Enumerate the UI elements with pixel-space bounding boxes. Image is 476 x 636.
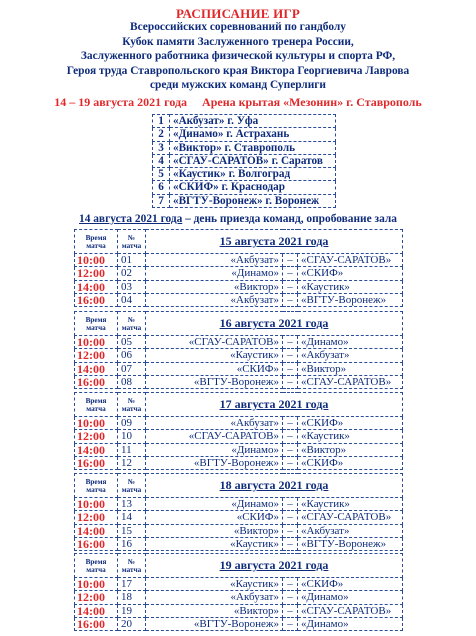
home-team: «Акбузат»	[146, 591, 283, 604]
team-row	[153, 115, 336, 128]
match-number: 19	[118, 604, 146, 617]
away-team: «СКИФ»	[298, 417, 403, 430]
event-period: 14 – 19 августа 2021 года	[54, 95, 188, 109]
home-team: «СГАУ-САРАТОВ»	[146, 336, 283, 349]
day-header-row	[75, 474, 403, 498]
arrival-date: 14 августа 2021 года	[79, 213, 183, 225]
home-team: «Виктор»	[146, 280, 283, 293]
match-dash: –	[283, 417, 298, 430]
away-team: «СГАУ-САРАТОВ»	[298, 254, 403, 267]
number-column-header	[118, 312, 146, 336]
match-row	[75, 293, 403, 306]
match-number: 16	[118, 537, 146, 550]
home-team: «СКИФ»	[146, 362, 283, 375]
match-time: 14:00	[75, 604, 118, 617]
match-row	[75, 349, 403, 362]
number-header-line: матча	[121, 565, 142, 574]
match-row	[75, 591, 403, 604]
match-row	[75, 417, 403, 430]
match-number: 15	[118, 524, 146, 537]
away-team: «Динамо»	[298, 591, 403, 604]
match-number: 10	[118, 430, 146, 443]
match-dash: –	[283, 375, 298, 388]
away-team: «Акбузат»	[298, 349, 403, 362]
match-number: 02	[118, 267, 146, 280]
time-header-line: Время	[85, 477, 107, 486]
match-number: 06	[118, 349, 146, 362]
team-number: 4	[153, 154, 170, 167]
match-number: 11	[118, 443, 146, 456]
team-name: «ВГТУ-Воронеж» г. Воронеж	[170, 194, 336, 207]
time-header-line: матча	[86, 485, 106, 494]
match-dash: –	[283, 349, 298, 362]
match-row	[75, 375, 403, 388]
number-header-line: матча	[121, 485, 142, 494]
dates-venue-line	[0, 95, 476, 110]
time-header-line: Время	[85, 233, 107, 242]
team-row	[153, 141, 336, 154]
heading-line: Героя труда Ставропольского края Виктора Георгиевича Лаврова	[66, 64, 410, 77]
team-row	[153, 128, 336, 141]
away-team: «Акбузат»	[298, 524, 403, 537]
match-number: 13	[118, 498, 146, 511]
day-date: 17 августа 2021 года	[146, 393, 403, 417]
day-date: 18 августа 2021 года	[146, 474, 403, 498]
team-row	[153, 154, 336, 167]
heading-line: Всероссийских соревнований по гандболу	[130, 21, 346, 33]
home-team: «Каустик»	[146, 537, 283, 550]
match-dash: –	[283, 617, 298, 630]
away-team: «СКИФ»	[298, 456, 403, 469]
home-team: «Динамо»	[146, 443, 283, 456]
match-row	[75, 362, 403, 375]
day-date: 16 августа 2021 года	[146, 312, 403, 336]
match-row	[75, 524, 403, 537]
home-team: «ВГТУ-Воронеж»	[146, 617, 283, 630]
day-schedule-table	[74, 229, 403, 307]
match-time: 16:00	[75, 293, 118, 306]
number-header-line: матча	[121, 404, 142, 413]
time-header-line: Время	[85, 315, 107, 324]
home-team: «Динамо»	[146, 267, 283, 280]
match-dash: –	[283, 430, 298, 443]
number-header-line: №	[127, 233, 136, 242]
match-time: 16:00	[75, 537, 118, 550]
away-team: «Каустик»	[298, 280, 403, 293]
match-number: 07	[118, 362, 146, 375]
team-number: 5	[153, 168, 170, 181]
arrival-line	[0, 213, 476, 225]
team-name: «СГАУ-САРАТОВ» г. Саратов	[170, 154, 336, 167]
match-dash: –	[283, 591, 298, 604]
match-dash: –	[283, 362, 298, 375]
number-header-line: №	[127, 315, 136, 324]
match-dash: –	[283, 267, 298, 280]
time-header-line: матча	[86, 323, 106, 332]
match-time: 12:00	[75, 591, 118, 604]
match-number: 05	[118, 336, 146, 349]
match-time: 12:00	[75, 511, 118, 524]
away-team: «СГАУ-САРАТОВ»	[298, 375, 403, 388]
match-row	[75, 498, 403, 511]
team-name: «Акбузат» г. Уфа	[170, 115, 336, 128]
team-name: «Виктор» г. Ставрополь	[170, 141, 336, 154]
match-number: 20	[118, 617, 146, 630]
match-time: 12:00	[75, 267, 118, 280]
match-number: 12	[118, 456, 146, 469]
day-header-row	[75, 554, 403, 578]
number-header-line: №	[127, 557, 136, 566]
match-row	[75, 336, 403, 349]
day-header-row	[75, 312, 403, 336]
home-team: «ВГТУ-Воронеж»	[146, 375, 283, 388]
home-team: «Виктор»	[146, 604, 283, 617]
match-dash: –	[283, 456, 298, 469]
away-team: «Виктор»	[298, 362, 403, 375]
match-row	[75, 604, 403, 617]
home-team: «СКИФ»	[146, 511, 283, 524]
match-row	[75, 537, 403, 550]
match-time: 12:00	[75, 430, 118, 443]
team-row	[153, 181, 336, 194]
heading-line: Кубок памяти Заслуженного тренера России,	[122, 35, 354, 48]
team-number: 7	[153, 194, 170, 207]
time-header-line: матча	[86, 241, 106, 250]
away-team: «ВГТУ-Воронеж»	[298, 537, 403, 550]
time-column-header	[75, 393, 118, 417]
match-time: 16:00	[75, 456, 118, 469]
number-header-line: матча	[121, 323, 142, 332]
match-number: 17	[118, 578, 146, 591]
competition-heading	[0, 20, 476, 93]
event-venue: Арена крытая «Мезонин» г. Ставрополь	[202, 95, 422, 109]
team-row	[153, 194, 336, 207]
number-column-header	[118, 554, 146, 578]
number-header-line: матча	[121, 241, 142, 250]
number-column-header	[118, 474, 146, 498]
match-time: 14:00	[75, 280, 118, 293]
match-dash: –	[283, 293, 298, 306]
match-time: 14:00	[75, 524, 118, 537]
match-dash: –	[283, 511, 298, 524]
match-number: 08	[118, 375, 146, 388]
match-time: 14:00	[75, 362, 118, 375]
away-team: «Динамо»	[298, 617, 403, 630]
match-dash: –	[283, 336, 298, 349]
match-dash: –	[283, 498, 298, 511]
time-column-header	[75, 474, 118, 498]
team-row	[153, 168, 336, 181]
match-row	[75, 578, 403, 591]
home-team: «ВГТУ-Воронеж»	[146, 456, 283, 469]
number-column-header	[118, 393, 146, 417]
match-number: 03	[118, 280, 146, 293]
match-row	[75, 511, 403, 524]
match-row	[75, 617, 403, 630]
match-number: 04	[118, 293, 146, 306]
match-dash: –	[283, 578, 298, 591]
home-team: «Акбузат»	[146, 293, 283, 306]
team-name: «СКИФ» г. Краснодар	[170, 181, 336, 194]
away-team: «Каустик»	[298, 430, 403, 443]
match-time: 10:00	[75, 417, 118, 430]
teams-table	[152, 114, 336, 208]
number-header-line: №	[127, 477, 136, 486]
home-team: «Каустик»	[146, 349, 283, 362]
day-schedule-table	[74, 392, 403, 470]
day-header-row	[75, 393, 403, 417]
home-team: «Каустик»	[146, 578, 283, 591]
home-team: «Динамо»	[146, 498, 283, 511]
home-team: «Акбузат»	[146, 417, 283, 430]
time-column-header	[75, 312, 118, 336]
away-team: «Каустик»	[298, 498, 403, 511]
match-row	[75, 430, 403, 443]
team-number: 3	[153, 141, 170, 154]
match-time: 14:00	[75, 443, 118, 456]
arrival-text: – день приезда команд, опробование зала	[182, 213, 397, 225]
match-number: 09	[118, 417, 146, 430]
page-title: РАСПИСАНИЕ ИГР	[175, 6, 301, 21]
team-number: 6	[153, 181, 170, 194]
match-row	[75, 443, 403, 456]
match-time: 10:00	[75, 254, 118, 267]
match-dash: –	[283, 443, 298, 456]
home-team: «СГАУ-САРАТОВ»	[146, 430, 283, 443]
match-number: 14	[118, 511, 146, 524]
home-team: «Акбузат»	[146, 254, 283, 267]
away-team: «СКИФ»	[298, 267, 403, 280]
heading-line: Заслуженного работника физической культуры и спорта РФ,	[80, 50, 396, 62]
match-dash: –	[283, 254, 298, 267]
time-column-header	[75, 230, 118, 254]
away-team: «СГАУ-САРАТОВ»	[298, 604, 403, 617]
day-schedule-table	[74, 311, 403, 389]
away-team: «ВГТУ-Воронеж»	[298, 293, 403, 306]
home-team: «Виктор»	[146, 524, 283, 537]
match-dash: –	[283, 524, 298, 537]
match-dash: –	[283, 604, 298, 617]
match-time: 10:00	[75, 498, 118, 511]
match-number: 18	[118, 591, 146, 604]
time-header-line: Время	[85, 396, 107, 405]
day-schedule-table	[74, 553, 403, 631]
team-number: 2	[153, 128, 170, 141]
away-team: «Виктор»	[298, 443, 403, 456]
away-team: «Динамо»	[298, 336, 403, 349]
time-header-line: матча	[86, 404, 106, 413]
time-header-line: Время	[85, 557, 107, 566]
match-row	[75, 456, 403, 469]
match-row	[75, 254, 403, 267]
time-column-header	[75, 554, 118, 578]
team-number: 1	[153, 115, 170, 128]
number-header-line: №	[127, 396, 136, 405]
day-date: 15 августа 2021 года	[146, 230, 403, 254]
day-schedule-table	[74, 473, 403, 551]
number-column-header	[118, 230, 146, 254]
match-time: 10:00	[75, 336, 118, 349]
day-date: 19 августа 2021 года	[146, 554, 403, 578]
away-team: «СКИФ»	[298, 578, 403, 591]
match-number: 01	[118, 254, 146, 267]
time-header-line: матча	[86, 565, 106, 574]
match-time: 10:00	[75, 578, 118, 591]
match-time: 16:00	[75, 617, 118, 630]
match-row	[75, 267, 403, 280]
away-team: «СГАУ-САРАТОВ»	[298, 511, 403, 524]
match-dash: –	[283, 280, 298, 293]
day-header-row	[75, 230, 403, 254]
match-time: 12:00	[75, 349, 118, 362]
match-time: 16:00	[75, 375, 118, 388]
team-name: «Динамо» г. Астрахань	[170, 128, 336, 141]
team-name: «Каустик» г. Волгоград	[170, 168, 336, 181]
match-row	[75, 280, 403, 293]
match-dash: –	[283, 537, 298, 550]
heading-line: среди мужских команд Суперлиги	[150, 79, 326, 91]
